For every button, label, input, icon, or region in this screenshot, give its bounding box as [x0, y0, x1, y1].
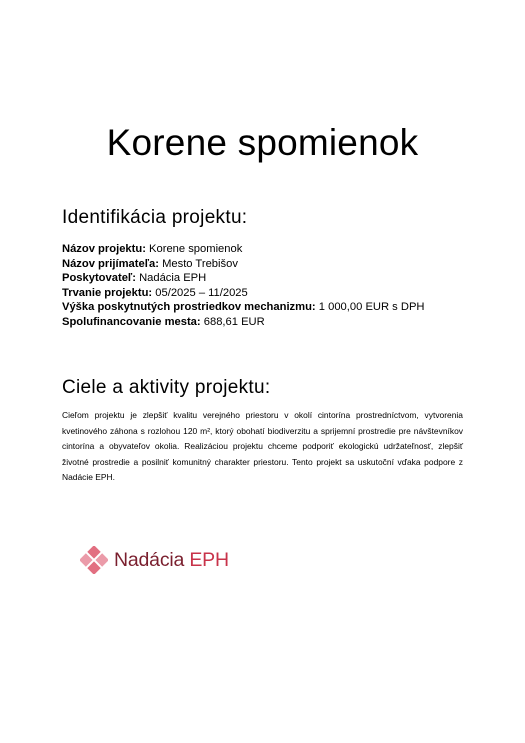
info-value: Mesto Trebišov — [162, 257, 238, 270]
info-value: 1 000,00 EUR s DPH — [318, 301, 425, 314]
info-label: Trvanie projektu: — [62, 286, 153, 299]
info-row-provider — [62, 271, 462, 286]
info-row-cofinancing — [62, 315, 462, 330]
identification-heading: Identifikácia projektu: — [62, 207, 248, 228]
info-value: 05/2025 – 11/2025 — [155, 286, 248, 299]
logo-text-primary: Nadácia — [114, 548, 185, 571]
info-label: Výška poskytnutých prostriedkov mechanizmu: — [62, 301, 316, 314]
goals-heading: Ciele a aktivity projektu: — [62, 377, 271, 398]
info-label: Poskytovateľ: — [62, 272, 136, 285]
info-row-project-name — [62, 242, 462, 257]
nadacia-eph-diamond-icon — [80, 546, 108, 574]
logo-wordmark — [114, 549, 229, 572]
info-value: Korene spomienok — [149, 243, 243, 255]
info-row-recipient — [62, 257, 462, 272]
goals-description: Cieľom projektu je zlepšiť kvalitu verejného priestoru v okolí cintorína prostredníctvom, vytvorenia kvetinového záhona s rozlohou 120 m², ktorý obohatí biodiverzitu a sprijemní prostredie pre návštevníkov cintorína a obyvateľov okolia. Realizáciou projektu chceme podporiť ekologickú udržateľnosť, zlepšiť životné prostredie a posilniť komunitný charakter priestoru. Tento projekt sa uskutoční vďaka podpore z Nadácie EPH. — [62, 410, 463, 483]
info-label: Spolufinancovanie mesta: — [62, 315, 201, 328]
document-title: Korene spomienok — [106, 122, 419, 163]
info-row-funding — [62, 300, 462, 315]
info-label: Názov prijímateľa: — [62, 257, 159, 270]
info-value: 688,61 EUR — [203, 315, 265, 328]
identification-list — [62, 242, 462, 330]
nadacia-eph-logo — [80, 545, 229, 575]
info-value: Nadácia EPH — [139, 272, 207, 285]
info-label: Názov projektu: — [62, 243, 146, 255]
logo-text-secondary: EPH — [189, 548, 229, 571]
info-row-duration — [62, 286, 462, 301]
